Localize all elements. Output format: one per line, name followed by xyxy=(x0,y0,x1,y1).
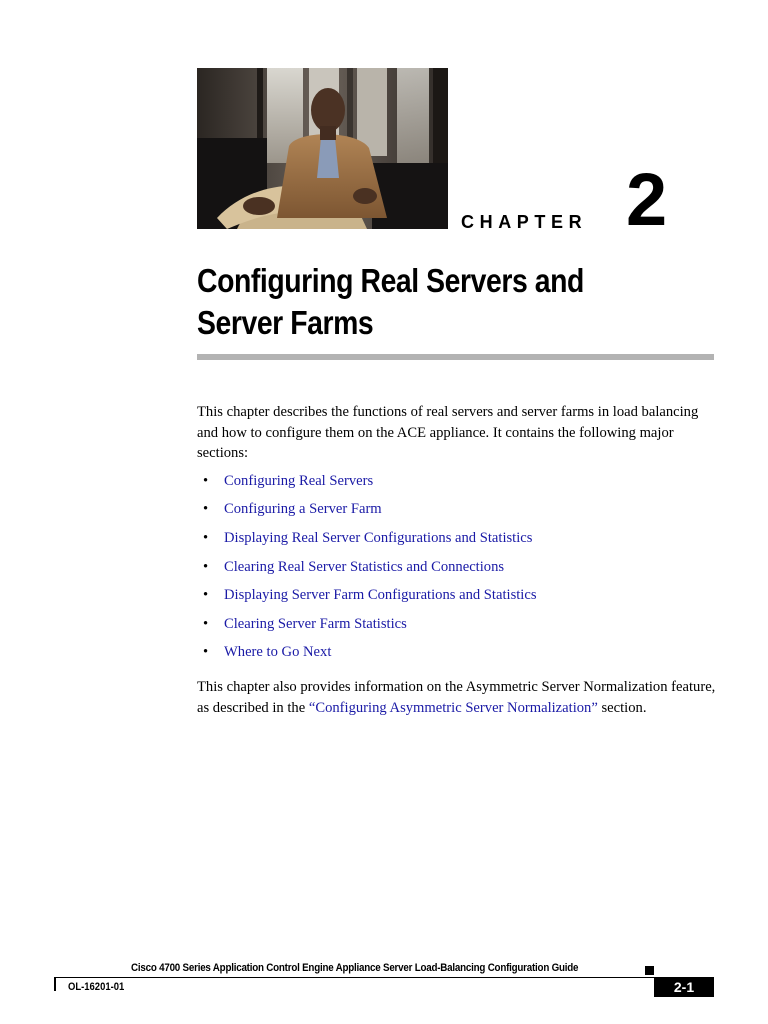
section-link-displaying-server-farm-stats[interactable]: Displaying Server Farm Configurations and Statistics xyxy=(224,587,537,604)
page-number: 2-1 xyxy=(654,977,714,997)
section-link-clearing-real-server-stats[interactable]: Clearing Real Server Statistics and Connections xyxy=(224,558,505,575)
bullet: • xyxy=(203,472,209,489)
footer-tick xyxy=(54,977,56,991)
bullet: • xyxy=(203,558,209,575)
bullet: • xyxy=(203,529,209,546)
section-list-item xyxy=(197,499,719,528)
section-list-item xyxy=(197,642,719,671)
chapter-header-photo xyxy=(197,68,448,229)
footer-marker xyxy=(645,966,654,975)
section-list-item xyxy=(197,471,719,500)
bullet: • xyxy=(203,501,209,518)
section-link-configuring-real-servers[interactable]: Configuring Real Servers xyxy=(224,472,374,489)
footer-doc-id: OL-16201-01 xyxy=(68,981,125,993)
section-list-item xyxy=(197,614,719,643)
bullet: • xyxy=(203,587,209,604)
title-rule xyxy=(197,354,714,360)
closing-paragraph xyxy=(197,677,719,718)
section-link-clearing-server-farm-stats[interactable]: Clearing Server Farm Statistics xyxy=(224,615,407,632)
chapter-content xyxy=(197,402,719,718)
section-list xyxy=(197,471,719,671)
asymmetric-normalization-link[interactable]: “Configuring Asymmetric Server Normalization” xyxy=(308,699,598,716)
section-list-item xyxy=(197,585,719,614)
footer-rule xyxy=(54,977,654,978)
chapter-number: 2 xyxy=(626,158,668,241)
section-list-item xyxy=(197,528,719,557)
section-link-displaying-real-server-stats[interactable]: Displaying Real Server Configurations and Statistics xyxy=(224,529,533,546)
closing-text-before: This chapter also provides information on the Asymmetric Server Normalization feature, as described in the xyxy=(197,678,716,716)
section-link-where-to-go-next[interactable]: Where to Go Next xyxy=(224,644,332,661)
intro-paragraph: This chapter describes the functions of real servers and server farms in load balancing and how to configure them on the ACE appliance. It contains the following major sections: xyxy=(197,404,699,462)
bullet: • xyxy=(203,615,209,632)
chapter-label: CHAPTER xyxy=(461,212,588,232)
section-list-item xyxy=(197,557,719,586)
closing-text-after: section. xyxy=(597,699,647,716)
bullet: • xyxy=(203,644,209,661)
chapter-title: Configuring Real Servers and Server Farms xyxy=(197,262,584,341)
section-link-configuring-server-farm[interactable]: Configuring a Server Farm xyxy=(224,501,382,518)
footer-guide-title: Cisco 4700 Series Application Control Engine Appliance Server Load-Balancing Configuration Guide xyxy=(131,962,579,974)
